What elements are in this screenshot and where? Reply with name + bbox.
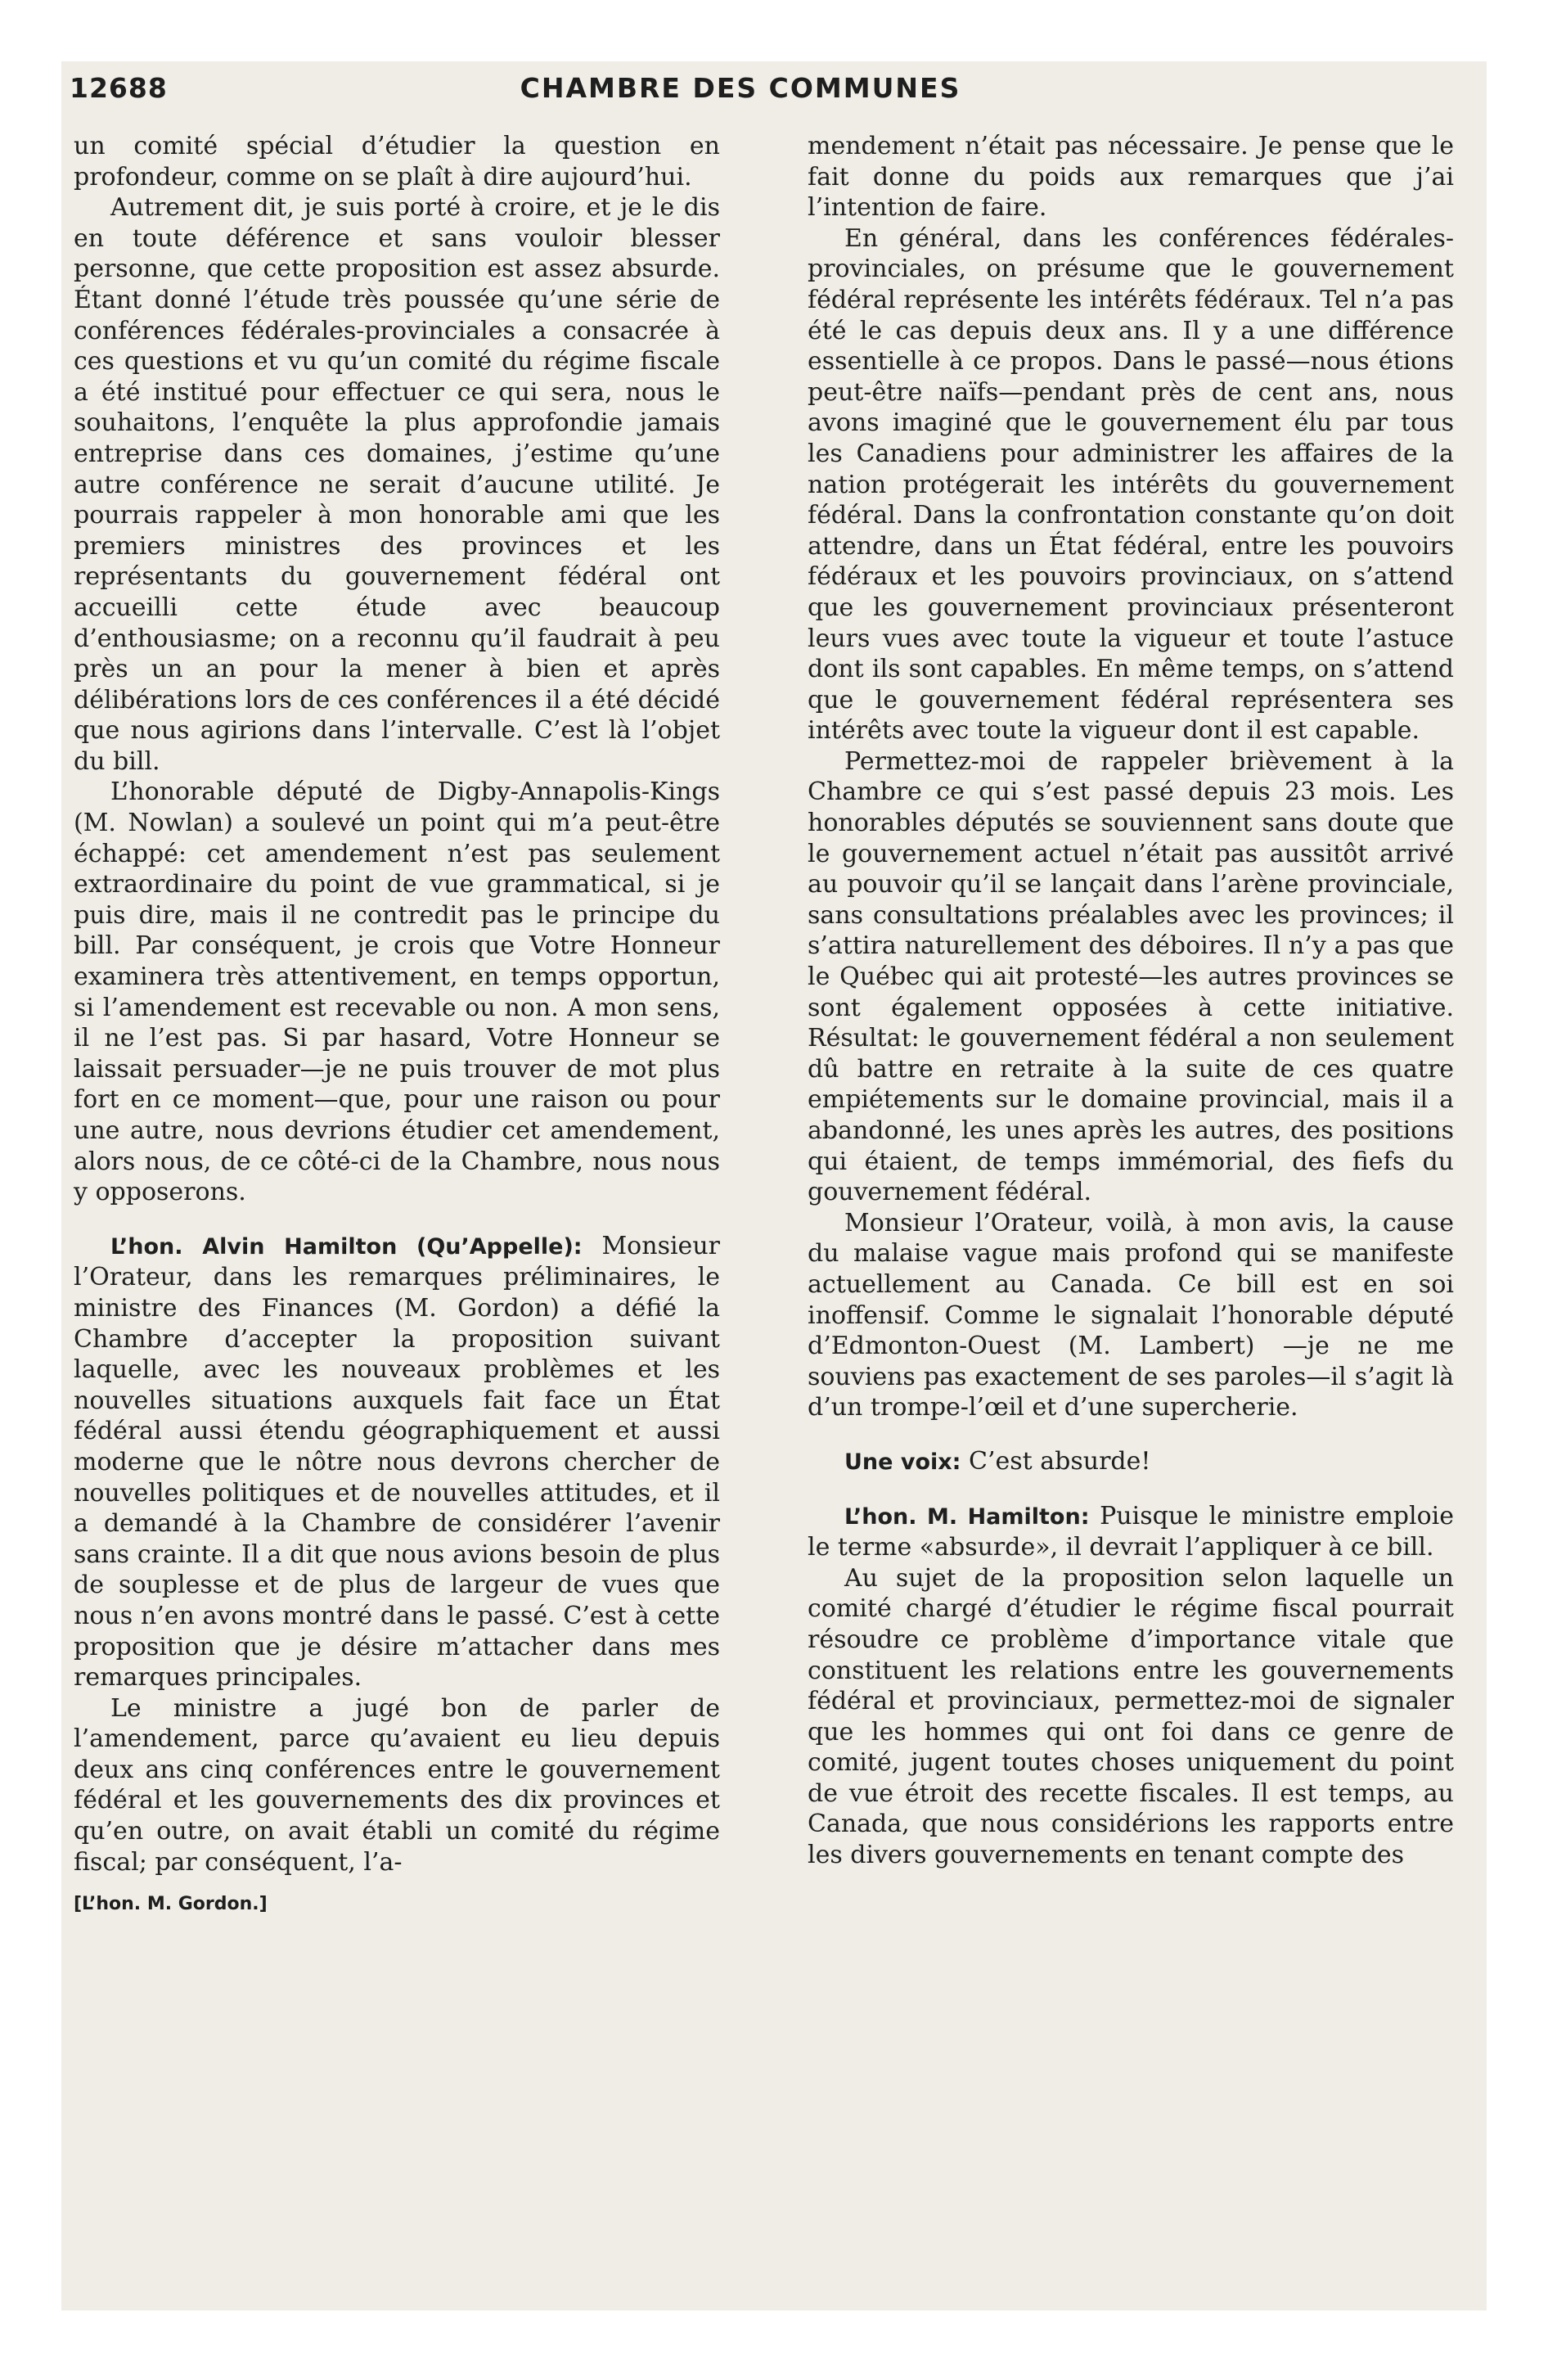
paragraph: mendement n’était pas nécessaire. Je pense que le fait donne du poids aux remarques que j’ai l’intention de faire. — [808, 132, 1454, 223]
left-column — [74, 131, 720, 1920]
paragraph: Au sujet de la proposition selon laquelle un comité chargé d’étudier le régime fiscal pourrait résoudre ce problème d’importance vitale que constituent les relations entre les gouvernements fédéral et provinciaux, permettez-moi de signaler que les hommes qui ont foi dans ce genre de comité, jugent toutes choses uniquement du point de vue étroit des recette fiscales. Il est temps, au Canada, que nous considérions les rapports entre les divers gouvernements en tenant compte des — [808, 1563, 1454, 1870]
speech-text: Monsieur l’Orateur, dans les remarques préliminaires, le ministre des Finances (M. Gordon) a défié la Chambre d’accepter la proposition suivant laquelle, avec les nouveaux problèmes et les nouvelles situations auxquels fait face un État fédéral aussi étendu géographiquement et aussi moderne que le nôtre nous devrons chercher de nouvelles politiques et de nouvelles attitudes, et il a demandé à la Chambre de considérer l’avenir sans crainte. Il a dit que nous avions besoin de plus de souplesse et de plus de largeur de vues que nous n’en avons montré dans le passé. C’est à cette proposition que je désire m’attacher dans mes remarques principales. — [74, 1231, 720, 1693]
speech-paragraph — [808, 1446, 1454, 1478]
footer-note: [L’hon. M. Gordon.] — [74, 1894, 268, 1915]
speaker-name: Une voix: — [844, 1449, 961, 1475]
paragraph: Permettez-moi de rappeler brièvement à la Chambre ce qui s’est passé depuis 23 mois. Les honorables députés se souviennent sans doute que le gouvernement actuel n’était pas aussitôt arrivé au pouvoir qu’il se lançait dans l’arène provinciale, sans consultations préalables avec les provinces; il s’attira naturellement des déboires. Il n’y a pas que le Québec qui ait protesté—les autres provinces se sont également opposées à cette initiative. Résultat: le gouvernement fédéral a non seulement dû battre en retraite à la suite de ces quatre empiétements sur le domaine provincial, mais il a abandonné, les unes après les autres, des positions qui étaient, de temps immémorial, des fiefs du gouvernement fédéral. — [808, 746, 1454, 1207]
speech-text: Puisque le ministre emploie le terme «absurde», il devrait l’appliquer à ce bill. — [808, 1501, 1454, 1562]
page-header — [70, 72, 1411, 121]
speech-paragraph — [808, 1501, 1454, 1563]
paragraph: Monsieur l’Orateur, voilà, à mon avis, la cause du malaise vague mais profond qui se manifeste actuellement au Canada. Ce bill est en soi inoffensif. Comme le signalait l’honorable député d’Edmonton-Ouest (M. Lambert) —je ne me souviens pas exactement de ses paroles—il s’agit là d’un trompe-l’œil et d’une supercherie. — [808, 1208, 1454, 1422]
speech-paragraph — [74, 1231, 720, 1693]
page-number: 12688 — [70, 72, 168, 104]
paragraph: Le ministre a jugé bon de parler de l’amendement, parce qu’avaient eu lieu depuis deux ans cinq conférences entre le gouvernement fédéral et les gouvernements des dix provinces et qu’en outre, on avait établi un comité du régime fiscal; par conséquent, l’a- — [74, 1693, 720, 1877]
paragraph: L’honorable député de Digby-Annapolis-Kings (M. Nowlan) a soulevé un point qui m’a peut-être échappé: cet amendement n’est pas seulement extraordinaire du point de vue grammatical, si je puis dire, mais il ne contredit pas le principe du bill. Par conséquent, je crois que Votre Honneur examinera très attentivement, en temps opportun, si l’amendement est recevable ou non. A mon sens, il ne l’est pas. Si par hasard, Votre Honneur se laissait persuader—je ne puis trouver de mot plus fort en ce moment—que, pour une raison ou pour une autre, nous devrions étudier cet amendement, alors nous, de ce côté-ci de la Chambre, nous nous y opposerons. — [74, 778, 720, 1207]
running-title: CHAMBRE DES COMMUNES — [520, 72, 961, 104]
paragraph: En général, dans les conférences fédérales-provinciales, on présume que le gouvernement fédéral représente les intérêts fédéraux. Tel n’a pas été le cas depuis deux ans. Il y a une différence essentielle à ce propos. Dans le passé—nous étions peut-être naïfs—pendant près de cent ans, nous avons imaginé que le gouvernement élu par tous les Canadiens pour administrer les affaires de la nation protégerait les intérêts du gouvernement fédéral. Dans la confrontation constante qu’on doit attendre, dans un État fédéral, entre les pouvoirs fédéraux et les pouvoirs provinciaux, on s’attend que les gouvernement provinciaux présenteront leurs vues avec toute la vigueur et toute l’astuce dont ils sont capables. En même temps, on s’attend que le gouvernement fédéral représentera ses intérêts avec toute la vigueur dont il est capable. — [808, 223, 1454, 746]
paragraph: un comité spécial d’étudier la question en profondeur, comme on se plaît à dire aujourd’hui. — [74, 132, 720, 192]
right-column — [808, 131, 1454, 1871]
speech-text: C’est absurde! — [969, 1446, 1151, 1476]
speaker-name: L’hon. Alvin Hamilton (Qu’Appelle): — [110, 1233, 583, 1260]
speaker-name: L’hon. M. Hamilton: — [844, 1503, 1090, 1530]
paragraph: Autrement dit, je suis porté à croire, et je le dis en toute déférence et sans vouloir blesser personne, que cette proposition est assez absurde. Étant donné l’étude très poussée qu’une série de conférences fédérales-provinciales a consacrée à ces questions et vu qu’un comité du régime fiscale a été institué pour effectuer ce qui sera, nous le souhaitons, l’enquête la plus approfondie jamais entreprise dans ces domaines, j’estime qu’une autre conférence ne serait d’aucune utilité. Je pourrais rappeler à mon honorable ami que les premiers ministres des provinces et les représentants du gouvernement fédéral ont accueilli cette étude avec beaucoup d’enthousiasme; on a reconnu qu’il faudrait à peu près un an pour la mener à bien et après délibérations lors de ces conférences il a été décidé que nous agirions dans l’intervalle. C’est là l’objet du bill. — [74, 193, 720, 776]
